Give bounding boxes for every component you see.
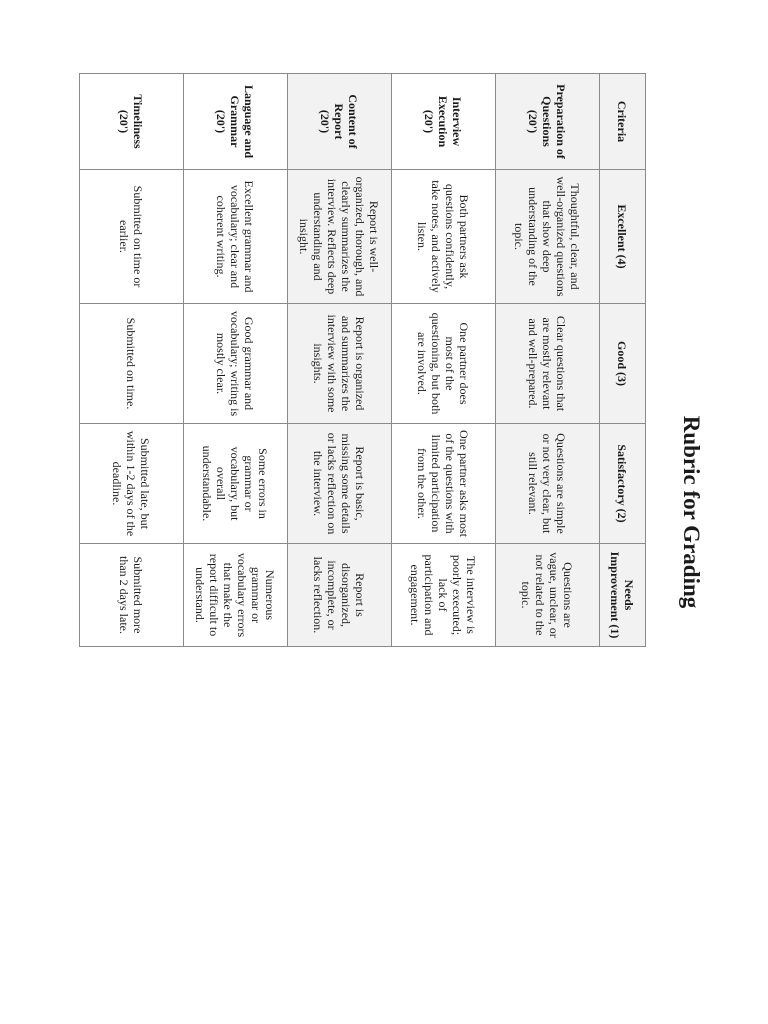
good-cell: One partner does most of the questioning, but both are involved. (392, 304, 496, 424)
table-row (288, 74, 392, 647)
criterion-label: Preparation of Questions (540, 84, 569, 159)
criterion-cell (184, 74, 288, 170)
criterion-points: (20') (422, 109, 437, 134)
needs-improvement-cell: Questions are vague, unclear, or not related to the topic. (496, 544, 600, 647)
document-title: Rubric for Grading (679, 415, 704, 609)
criterion-cell (80, 74, 184, 170)
needs-improvement-cell: The interview is poorly executed; lack of participation and engagement. (392, 544, 496, 647)
header-good: Good (3) (600, 304, 646, 424)
header-needs-improvement: Needs Improvement (1) (600, 544, 646, 647)
criterion-label: Timeliness (131, 94, 146, 149)
header-excellent: Excellent (4) (600, 170, 646, 304)
criterion-points: (20') (214, 109, 229, 134)
criterion-cell (392, 74, 496, 170)
satisfactory-cell: One partner asks most of the questions with limited participation from the other. (392, 424, 496, 544)
table-row (184, 74, 288, 647)
excellent-cell: Report is well-organized, thorough, and clearly summarizes the interview. Reflects deep understanding and insight. (288, 170, 392, 304)
needs-improvement-cell: Numerous grammar or vocabulary errors that make the report difficult to understand. (184, 544, 288, 647)
criterion-label: Content of Report (332, 94, 361, 149)
satisfactory-cell: Submitted late, but within 1-2 days of the deadline. (80, 424, 184, 544)
satisfactory-cell: Questions are simple or not very clear, but still relevant. (496, 424, 600, 544)
excellent-cell: Thoughtful, clear, and well-organized questions that show deep understanding of the topic. (496, 170, 600, 304)
table-row (392, 74, 496, 647)
rubric-table (79, 73, 646, 647)
good-cell: Clear questions that are mostly relevant and well-prepared. (496, 304, 600, 424)
excellent-cell: Submitted on time or earlier. (80, 170, 184, 304)
header-row (600, 74, 646, 647)
criterion-cell (496, 74, 600, 170)
excellent-cell: Excellent grammar and vocabulary; clear and coherent writing. (184, 170, 288, 304)
criterion-points: (20') (526, 109, 541, 134)
criterion-points: (20') (318, 109, 333, 134)
header-criteria: Criteria (600, 74, 646, 170)
criterion-cell (288, 74, 392, 170)
table-row (496, 74, 600, 647)
satisfactory-cell: Report is basic, missing some details or lacks reflection on the interview. (288, 424, 392, 544)
good-cell: Submitted on time. (80, 304, 184, 424)
excellent-cell: Both partners ask questions confidently, take notes, and actively listen. (392, 170, 496, 304)
good-cell: Report is organized and summarizes the interview with some insights. (288, 304, 392, 424)
criterion-points: (20') (117, 109, 132, 134)
criterion-label: Language and Grammar (228, 84, 257, 159)
good-cell: Good grammar and vocabulary; writing is mostly clear. (184, 304, 288, 424)
criterion-label: Interview Execution (436, 95, 465, 148)
satisfactory-cell: Some errors in grammar or vocabulary, but overall understandable. (184, 424, 288, 544)
table-row (80, 74, 184, 647)
needs-improvement-cell: Report is disorganized, incomplete, or lacks reflection. (288, 544, 392, 647)
header-satisfactory: Satisfactory (2) (600, 424, 646, 544)
needs-improvement-cell: Submitted more than 2 days late. (80, 544, 184, 647)
